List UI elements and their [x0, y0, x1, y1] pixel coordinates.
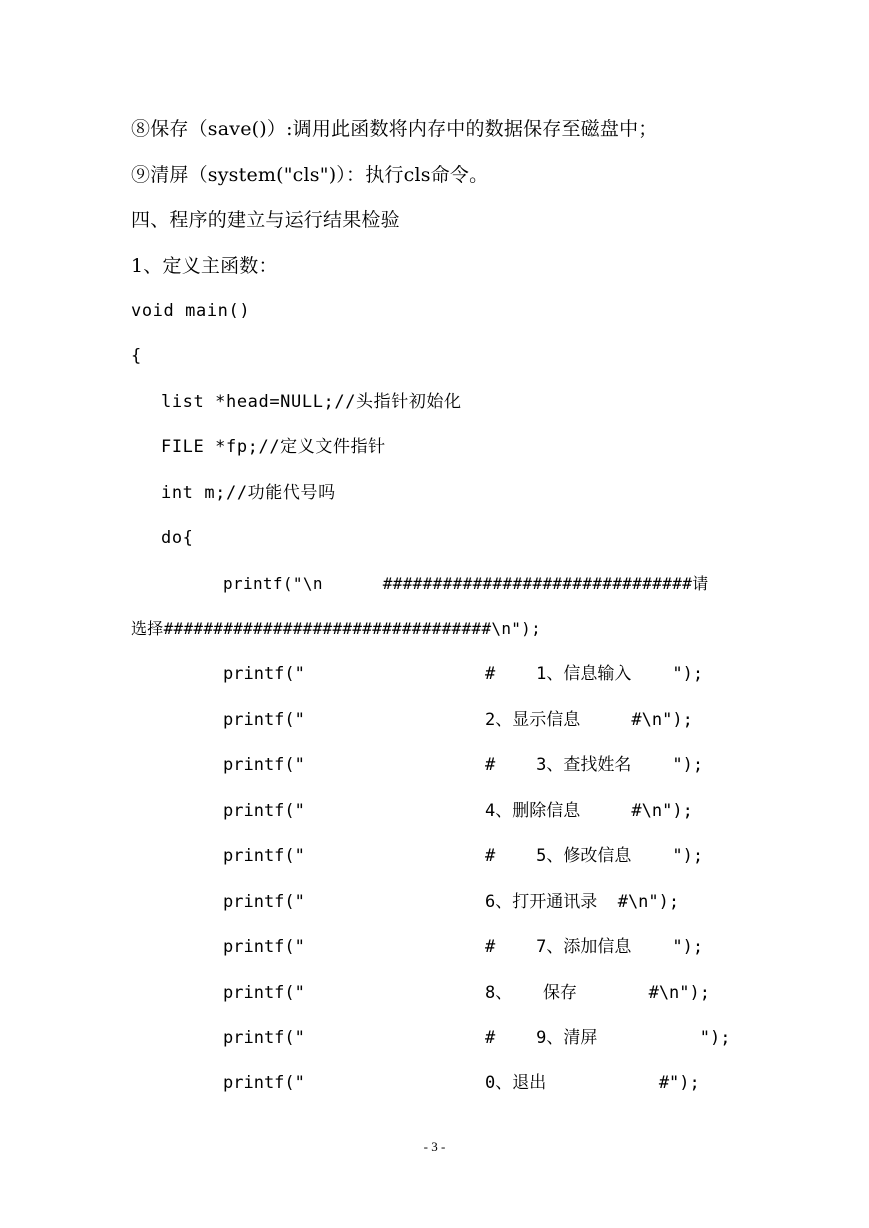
menu-row-prefix: printf(" [223, 1073, 305, 1093]
code-line-banner-bottom: 选择#################################\n"); [131, 619, 542, 638]
text-line-save-description: ⑧保存（save()）:调用此函数将内存中的数据保存至磁盘中； [131, 118, 658, 140]
menu-row-prefix: printf(" [223, 846, 305, 866]
menu-row-prefix: printf(" [223, 937, 305, 957]
page-number: - 3 - [423, 1139, 446, 1154]
section-heading: 四、程序的建立与运行结果检验 [131, 209, 400, 231]
code-line-open-brace: { [131, 346, 142, 366]
menu-row-prefix: printf(" [223, 1028, 305, 1048]
menu-row-body: 0、退出 #"); [485, 1073, 700, 1093]
subsection-heading: 1、定义主函数： [131, 255, 278, 277]
menu-row-prefix: printf(" [223, 892, 305, 912]
menu-row-prefix: printf(" [223, 710, 305, 730]
menu-row-body: 6、打开通讯录 #\n"); [485, 892, 680, 912]
menu-row-body: # 3、查找姓名 "); [485, 755, 704, 775]
code-line-do: do{ [161, 528, 194, 548]
menu-row-prefix: printf(" [223, 755, 305, 775]
menu-row-prefix: printf(" [223, 664, 305, 684]
menu-row-prefix: printf(" [223, 983, 305, 1003]
code-line-main-signature: void main() [131, 301, 251, 321]
menu-row-body: 2、显示信息 #\n"); [485, 710, 693, 730]
menu-row-body: # 9、清屏 "); [485, 1028, 731, 1048]
code-line-banner-top: printf("\n ###############################请 [223, 574, 709, 593]
code-line-int-m: int m;//功能代号吗 [161, 483, 336, 503]
text-line-clear-screen-description: ⑨清屏（system("cls")）：执行cls命令。 [131, 164, 489, 186]
code-line-head-init: list *head=NULL;//头指针初始化 [161, 392, 462, 412]
menu-row-body: # 1、信息输入 "); [485, 664, 704, 684]
menu-row-body: 4、删除信息 #\n"); [485, 801, 693, 821]
menu-row-body: # 7、添加信息 "); [485, 937, 704, 957]
menu-row-body: 8、 保存 #\n"); [485, 983, 710, 1003]
menu-row-body: # 5、修改信息 "); [485, 846, 704, 866]
menu-row-prefix: printf(" [223, 801, 305, 821]
code-line-file-pointer: FILE *fp;//定义文件指针 [161, 437, 386, 457]
